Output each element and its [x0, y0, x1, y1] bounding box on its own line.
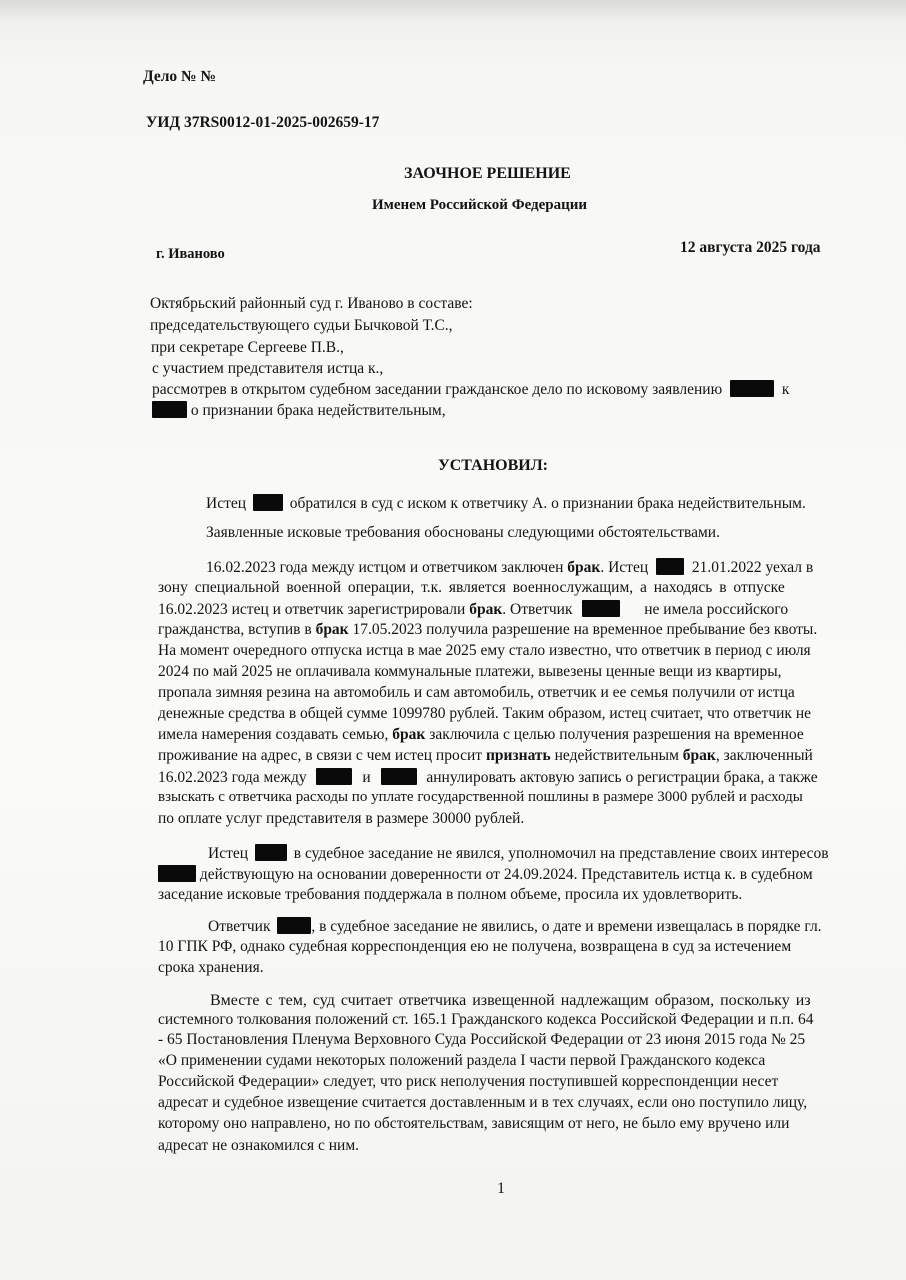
- paragraph-line: заседание исковые требования поддержала в полном объеме, просила их удовлетворить.: [158, 886, 743, 903]
- city: г. Иваново: [156, 246, 225, 262]
- text: . Ответчик: [502, 601, 573, 618]
- text: имела намерения создавать семью,: [158, 726, 389, 743]
- paragraph-line: [158, 600, 788, 619]
- text-bold: брак: [567, 559, 601, 576]
- paragraph-line: Вместе с тем, суд считает ответчика извещенной надлежащим образом, поскольку из: [210, 992, 811, 1009]
- paragraph-line: [208, 917, 822, 936]
- text-bold: признать: [485, 747, 551, 764]
- intro-text: о признании брака недействительным,: [190, 402, 446, 419]
- section-title: УСТАНОВИЛ:: [438, 457, 548, 474]
- page-number: 1: [497, 1180, 505, 1197]
- scan-top-edge: [0, 0, 906, 22]
- text: . Истец: [600, 559, 649, 576]
- text-bold: брак: [315, 621, 349, 638]
- document-subtitle: Именем Российской Федерации: [372, 197, 588, 213]
- redaction-block: [730, 380, 774, 397]
- case-number: Дело № №: [143, 68, 217, 85]
- paragraph-line: [158, 768, 818, 787]
- intro-line: [152, 380, 789, 399]
- redaction-block: [582, 600, 620, 617]
- text-bold: брак: [392, 726, 426, 743]
- paragraph-line: [206, 494, 806, 513]
- text-bold: брак: [682, 747, 716, 764]
- text: 17.05.2023 получила разрешение на временное пребывание без квоты.: [352, 621, 818, 638]
- text: Истец: [206, 495, 247, 512]
- paragraph-line: «О применении судами некоторых положений раздела I части первой Гражданского кодекса: [158, 1052, 766, 1069]
- redaction-block: [316, 768, 352, 785]
- paragraph-line: адресат не ознакомился с ним.: [158, 1137, 360, 1154]
- paragraph-line: Российской Федерации» следует, что риск неполучения поступившей корреспонденции несет: [158, 1073, 779, 1090]
- text: 16.02.2023 истец и ответчик зарегистрировали: [158, 601, 466, 618]
- paragraph-line: [158, 726, 804, 744]
- text-bold: брак: [469, 601, 503, 618]
- paragraph-line: [158, 747, 813, 765]
- redaction-block: [656, 558, 684, 575]
- text: , в судебное заседание не явились, о дате и времени извещалась в порядке гл.: [311, 918, 822, 935]
- redaction-block: [253, 494, 283, 511]
- paragraph-line: 10 ГПК РФ, однако судебная корреспонденция ею не получена, возвращена в суд за истечением: [158, 938, 792, 955]
- uid-line: УИД 37RS0012-01-2025-002659-17: [146, 114, 380, 131]
- paragraph-line: пропала зимняя резина на автомобиль и сам автомобиль, ответчик и ее семья получили от истца: [158, 684, 795, 701]
- paragraph-line: 2024 по май 2025 не оплачивала коммунальные платежи, вывезены ценные вещи из квартиры,: [158, 663, 782, 680]
- text: гражданства, вступив в: [158, 621, 312, 638]
- text: аннулировать актовую запись о регистрации брака, а также: [426, 769, 818, 786]
- paragraph-line: [158, 865, 813, 884]
- text: недействительным: [554, 747, 679, 764]
- intro-line: при секретаре Сергееве П.В.,: [151, 339, 344, 356]
- text: проживание на адрес, в связи с чем истец просит: [158, 747, 483, 764]
- intro-line: с участием представителя истца к.,: [152, 360, 384, 377]
- text: 16.02.2023 года между: [158, 769, 307, 786]
- redaction-block: [277, 917, 311, 934]
- intro-line: Октябрьский районный суд г. Иваново в составе:: [150, 295, 473, 312]
- paragraph-line: по оплате услуг представителя в размере 30000 рублей.: [158, 810, 525, 827]
- decision-date: 12 августа 2025 года: [680, 239, 821, 256]
- text: и: [362, 769, 371, 786]
- paragraph-line: взыскать с ответчика расходы по уплате государственной пошлины в размере 3000 рублей и расходы: [158, 789, 803, 805]
- paragraph-line: [208, 844, 829, 863]
- intro-text: рассмотрев в открытом судебном заседании гражданское дело по исковому заявлению: [152, 381, 723, 398]
- paragraph-line: которому оно направлено, но по обстоятельствам, зависящим от него, не было ему вручено или: [158, 1115, 790, 1132]
- text: , заключенный: [715, 747, 813, 764]
- text: 21.01.2022 уехал в: [691, 559, 814, 576]
- text: Ответчик: [208, 918, 271, 935]
- paragraph-line: - 65 Постановления Пленума Верховного Суда Российской Федерации от 23 июня 2015 года № 25: [158, 1031, 806, 1048]
- redaction-block: [381, 768, 417, 785]
- paragraph-line: системного толкования положений ст. 165.1 Гражданского кодекса Российской Федерации и п.п. 64: [158, 1011, 814, 1028]
- paragraph-line: зону специальной военной операции, т.к. является военнослужащим, а находясь в отпуске: [158, 579, 785, 596]
- text: обратился в суд с иском к ответчику А. о признании брака недействительным.: [289, 495, 806, 512]
- text: не имела российского: [644, 601, 789, 618]
- text: 16.02.2023 года между истцом и ответчиком заключен: [206, 559, 564, 576]
- text: заключила с целью получения разрешения на временное: [429, 726, 804, 743]
- intro-line: [152, 401, 446, 420]
- text: в судебное заседание не явился, уполномочил на представление своих интересов: [293, 845, 829, 862]
- document-title: ЗАОЧНОЕ РЕШЕНИЕ: [404, 165, 571, 182]
- paragraph-line: [206, 558, 813, 577]
- redaction-block: [158, 865, 196, 882]
- paragraph-line: адресат и судебное извещение считается доставленным и в тех случаях, если оно поступило лицу,: [158, 1094, 808, 1111]
- paragraph-line: срока хранения.: [158, 959, 264, 976]
- paragraph-line: На момент очередного отпуска истца в мае 2025 ему стало известно, что ответчик в период с июля: [158, 642, 811, 659]
- intro-line: председательствующего судьи Бычковой Т.С.,: [150, 317, 453, 334]
- text: действующую на основании доверенности от 24.09.2024. Представитель истца к. в судебном: [199, 866, 813, 883]
- intro-text: к: [781, 381, 790, 398]
- paragraph-line: Заявленные исковые требования обоснованы следующими обстоятельствами.: [206, 524, 720, 541]
- redaction-block: [152, 401, 187, 418]
- redaction-block: [255, 844, 287, 861]
- text: Истец: [208, 845, 249, 862]
- paragraph-line: денежные средства в общей сумме 1099780 рублей. Таким образом, истец считает, что ответчик не: [158, 705, 811, 722]
- paragraph-line: [158, 621, 817, 639]
